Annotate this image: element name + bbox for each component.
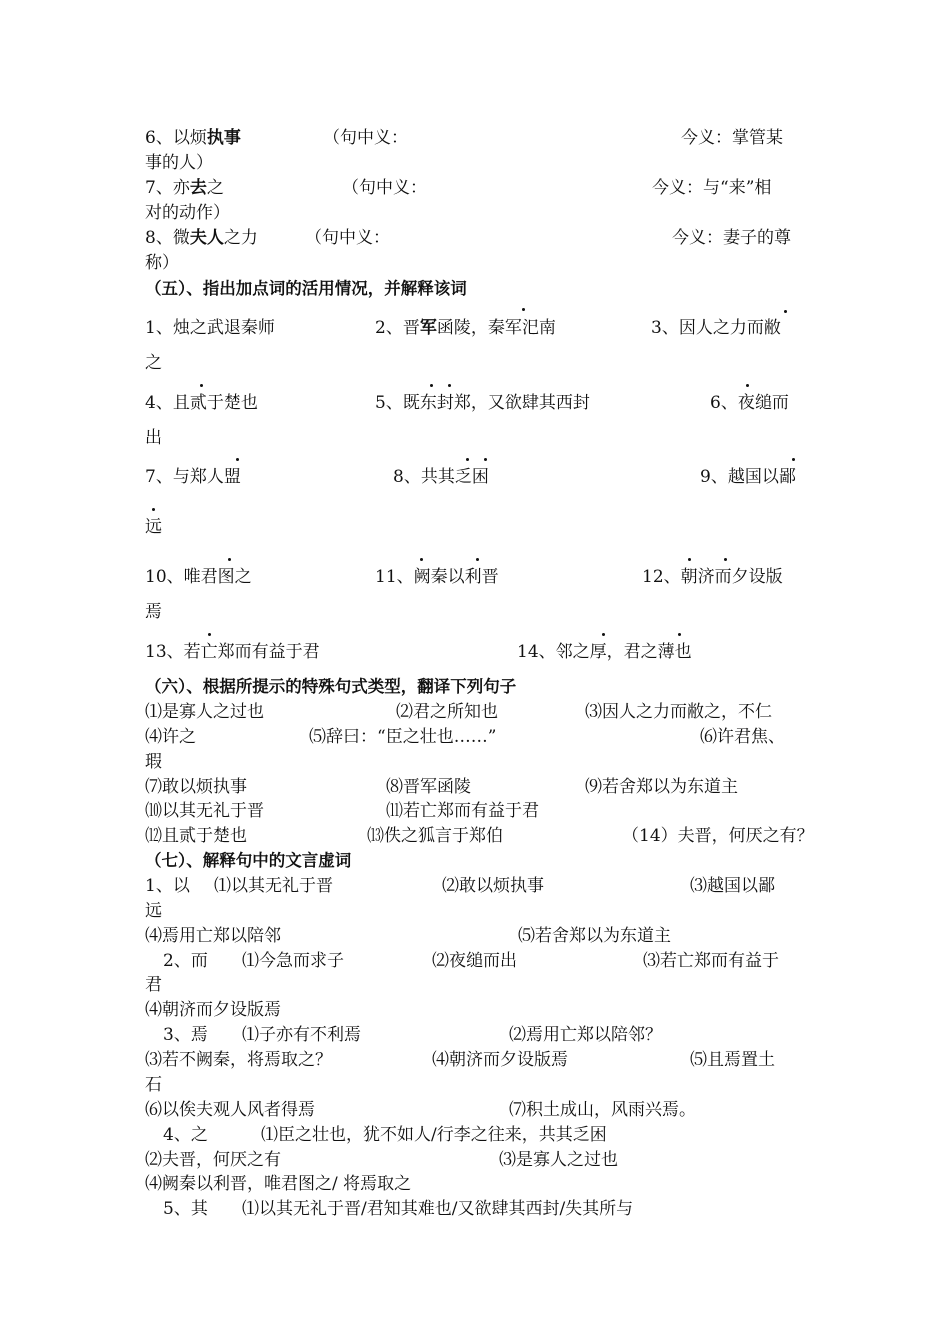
emphasis-dot: [208, 633, 211, 636]
s7-item: ⑵敢以烦执事: [442, 876, 544, 896]
emphasis-dot: [746, 384, 749, 387]
s7-item: ⑶若亡郑而有益于: [643, 951, 779, 971]
s7-item: ⑷朝济而夕设版焉: [432, 1050, 568, 1070]
s7-item: ⑺积土成山，风雨兴焉。: [509, 1100, 696, 1120]
s5-item-14: 14、邻之厚，君之薄也: [517, 642, 692, 662]
s7-item-wrap: 君: [145, 975, 162, 995]
item-7-blank: （句中义：: [342, 178, 427, 198]
item-text: 函陵，秦军汜南: [436, 318, 556, 338]
s6-item: ⑴是寡人之过也: [145, 702, 264, 722]
s5-item-3: 3、因人之力而敝: [651, 318, 781, 338]
item-text: 8、微: [145, 228, 190, 248]
s6-item: ⑹许君焦、: [700, 727, 785, 747]
emphasis-dot: [484, 458, 487, 461]
section-6-title: （六）、根据所提示的特殊句式类型，翻译下列句子: [145, 677, 517, 696]
s7-item: ⑶越国以鄙: [690, 876, 775, 896]
s6-item: ⑾若亡郑而有益于君: [386, 801, 539, 821]
s5-item-13: 13、若亡郑而有益于君: [145, 642, 320, 662]
emphasis-dot: [200, 384, 203, 387]
item-text: 之力: [223, 228, 258, 248]
s7-label-er: 2、而: [163, 951, 208, 971]
item-7: [145, 178, 224, 200]
s5-item-9: 9、越国以鄙: [700, 467, 796, 487]
s7-item: ⑴今急而求子: [242, 951, 344, 971]
s7-item: ⑸若舍郑以为东道主: [518, 926, 671, 946]
emphasis-dot: [678, 633, 681, 636]
s7-item: ⑵夜缒而出: [432, 951, 517, 971]
emphasis-dot: [420, 558, 423, 561]
s5-item-6-wrap: 出: [145, 428, 162, 448]
s7-item: ⑴子亦有不利焉: [242, 1025, 361, 1045]
s5-item-12-wrap: 焉: [145, 602, 162, 622]
s5-item-1: 1、烛之武退秦师: [145, 318, 275, 338]
s7-item: ⑵焉用亡郑以陪邻？: [509, 1025, 662, 1045]
item-text: 之: [206, 178, 224, 198]
s7-label-zhi: 4、之: [163, 1125, 208, 1145]
item-6-modern: 今义：掌管某: [681, 128, 783, 148]
item-7-wrap: 对的动作）: [145, 203, 230, 223]
emphasis-dot: [602, 633, 605, 636]
s6-item: ⑻晋军函陵: [386, 777, 471, 797]
emphasis-dot: [724, 558, 727, 561]
s6-item: ⑵君之所知也: [396, 702, 498, 722]
s6-item: ⑷许之: [145, 727, 196, 747]
s6-item: ⑿且贰于楚也: [145, 826, 247, 846]
s7-item: ⑶是寡人之过也: [499, 1150, 618, 1170]
s7-item-wrap: 远: [145, 901, 162, 921]
emphasis-dot: [688, 558, 691, 561]
item-text: 2、晋: [375, 318, 420, 338]
s6-item: ⑶因人之力而敝之，不仁: [585, 702, 772, 722]
s5-item-12: 12、朝济而夕设版: [642, 567, 783, 587]
item-6: [145, 128, 241, 150]
bold-term: 军: [419, 318, 437, 338]
s5-item-4: 4、且贰于楚也: [145, 393, 258, 413]
s7-item: ⑴臣之壮也，犹不如人/行李之往来，共其乏困: [261, 1125, 607, 1145]
s5-item-2: [375, 318, 556, 340]
s5-item-3-wrap: 之: [145, 353, 162, 373]
s5-item-11: 11、阙秦以利晋: [375, 567, 499, 587]
emphasis-dot: [784, 310, 787, 313]
item-text: 6、以烦: [145, 128, 207, 148]
emphasis-dot: [236, 458, 239, 461]
s7-item: ⑶若不阙秦，将焉取之？: [145, 1050, 332, 1070]
s7-item: ⑴以其无礼于晋: [214, 876, 333, 896]
s7-item: ⑸且焉置土: [690, 1050, 775, 1070]
s7-item: ⑷焉用亡郑以陪邻: [145, 926, 281, 946]
emphasis-dot: [792, 458, 795, 461]
emphasis-dot: [522, 308, 525, 311]
s6-item: ⑽以其无礼于晋: [145, 801, 264, 821]
s7-label-yan: 3、焉: [163, 1025, 208, 1045]
emphasis-dot: [430, 384, 433, 387]
item-7-modern: 今义：与“来”相: [652, 178, 772, 198]
s7-item: ⑵夫晋，何厌之有: [145, 1150, 281, 1170]
s5-item-5: 5、既东封郑，又欲肆其西封: [375, 393, 590, 413]
item-8: [145, 228, 258, 250]
s5-item-9-wrap: 远: [145, 517, 162, 537]
emphasis-dot: [448, 384, 451, 387]
s7-label-yi: 1、以: [145, 876, 190, 896]
item-8-blank: （句中义：: [305, 228, 390, 248]
item-text: 7、亦: [145, 178, 190, 198]
s5-item-10: 10、唯君图之: [145, 567, 252, 587]
s6-item: ⑸辞曰：“臣之壮也……”: [309, 727, 497, 747]
emphasis-dot: [152, 508, 155, 511]
s6-item: （14）夫晋，何厌之有？: [622, 826, 814, 846]
item-6-blank: （句中义：: [323, 128, 408, 148]
section-5-title: （五）、指出加点词的活用情况，并解释该词: [145, 279, 467, 298]
s5-item-7: 7、与郑人盟: [145, 467, 241, 487]
s7-item: ⑴以其无礼于晋/君知其难也/又欲肆其西封/失其所与: [242, 1199, 634, 1219]
s5-item-6: 6、夜缒而: [710, 393, 789, 413]
item-8-wrap: 称）: [145, 253, 179, 273]
s7-label-qi: 5、其: [163, 1199, 208, 1219]
s7-item: ⑷朝济而夕设版焉: [145, 1000, 281, 1020]
item-6-wrap: 事的人）: [145, 153, 213, 173]
s5-item-8: 8、共其乏困: [393, 467, 489, 487]
bold-term: 去: [189, 178, 207, 198]
s6-item: ⒀佚之狐言于郑伯: [367, 826, 503, 846]
section-7-title: （七）、解释句中的文言虚词: [145, 851, 352, 870]
s7-item-wrap: 石: [145, 1075, 162, 1095]
bold-term: 夫人: [189, 228, 224, 248]
emphasis-dot: [466, 458, 469, 461]
s7-item: ⑹以俟夫观人风者得焉: [145, 1100, 315, 1120]
emphasis-dot: [228, 558, 231, 561]
s7-item: ⑷阙秦以利晋，唯君图之/ 将焉取之: [145, 1174, 412, 1194]
bold-term: 执事: [206, 128, 241, 148]
item-8-modern: 今义：妻子的尊: [672, 228, 791, 248]
s6-item: ⑼若舍郑以为东道主: [585, 777, 738, 797]
s6-item: ⑺敢以烦执事: [145, 777, 247, 797]
s6-item-wrap: 瑕: [145, 752, 162, 772]
emphasis-dot: [476, 558, 479, 561]
